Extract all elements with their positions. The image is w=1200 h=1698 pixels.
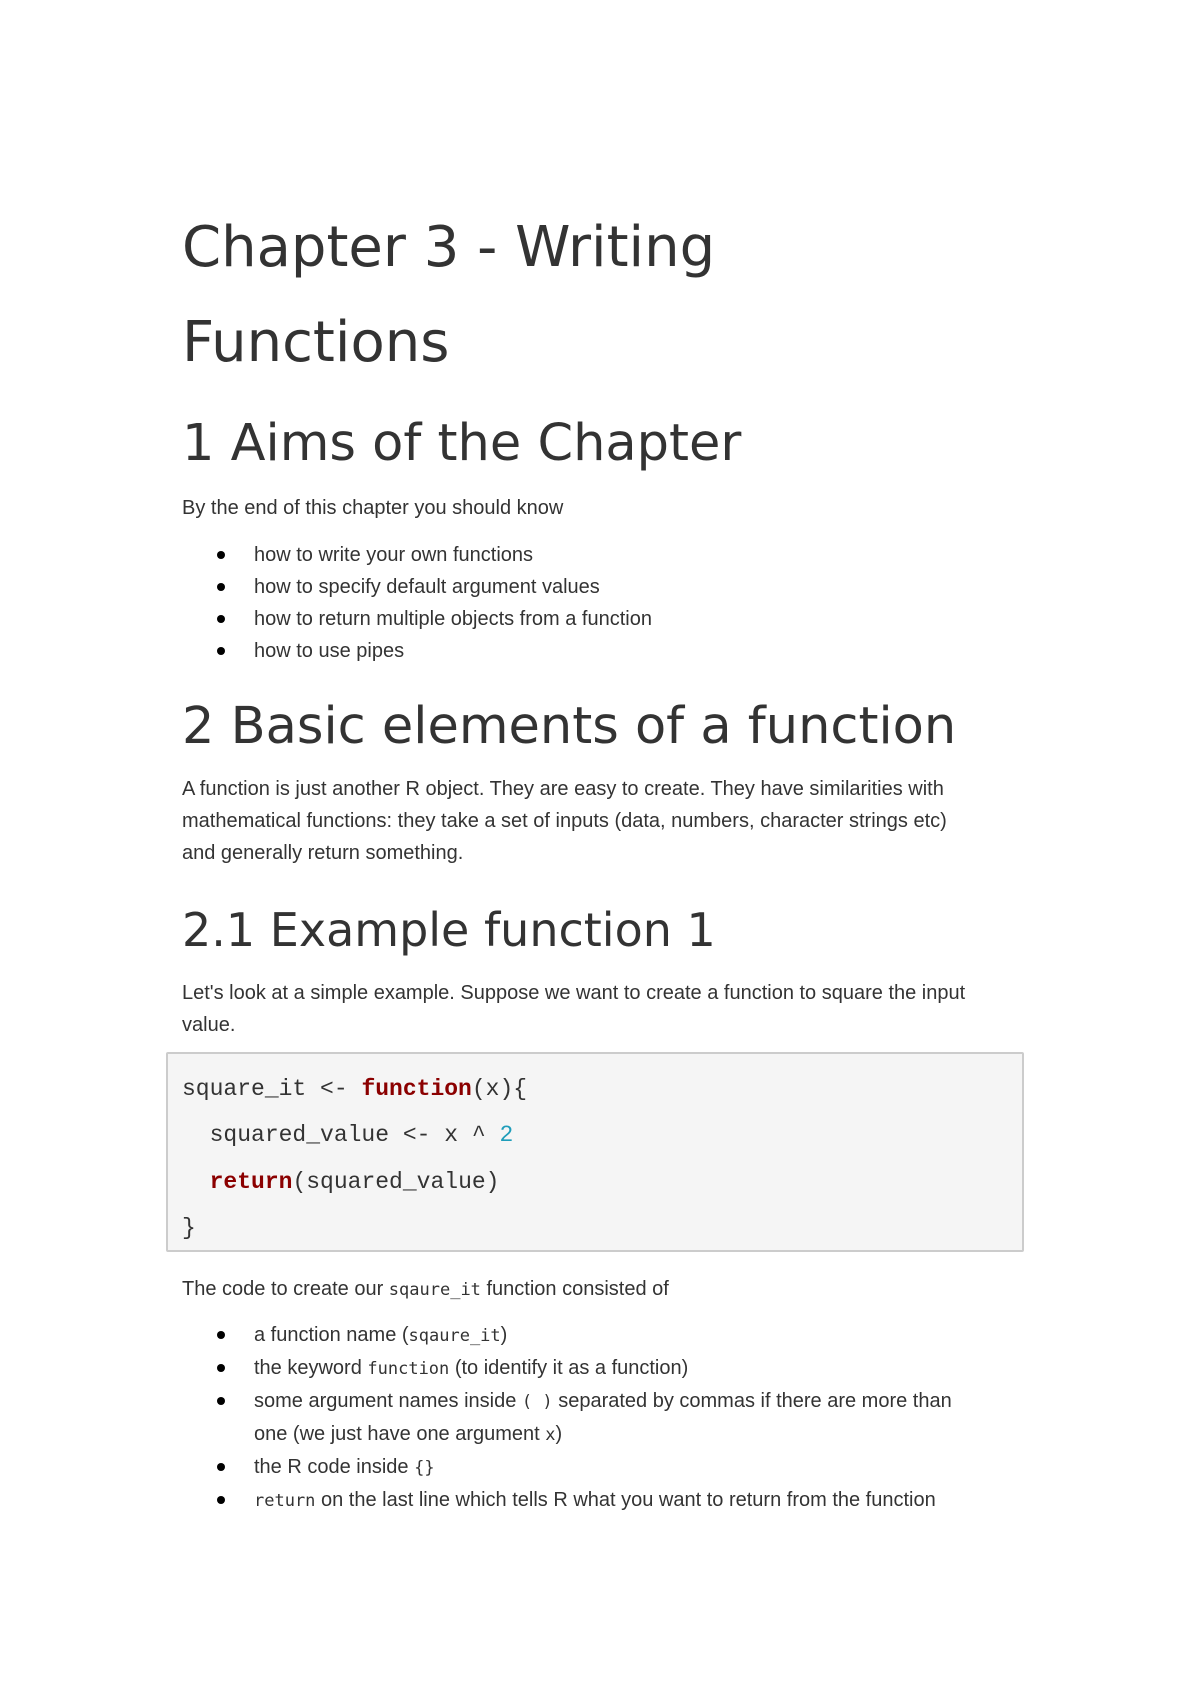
bullet-icon (217, 583, 225, 591)
inline-code: sqaure_it (408, 1326, 501, 1346)
bullet-icon (217, 1397, 225, 1405)
bullet-icon (217, 551, 225, 559)
list-item: how to write your own functions (254, 539, 1054, 571)
inline-code: return (254, 1491, 316, 1511)
bullet-icon (217, 647, 225, 655)
code-line-2: squared_value <- x ^ 2 (182, 1122, 514, 1148)
function-parts-list (182, 1319, 1054, 1517)
bullet-icon (217, 1331, 225, 1339)
section-heading-basic-elements: 2 Basic elements of a function (182, 697, 957, 756)
code-line-1: square_it <- function(x){ (182, 1076, 528, 1102)
code-line-3: return(squared_value) (209, 1169, 500, 1195)
inline-code: x (545, 1425, 556, 1445)
inline-code: ( ) (521, 1392, 553, 1412)
subsection-heading-example-1: 2.1 Example function 1 (182, 903, 716, 957)
code-block (166, 1052, 1024, 1252)
aims-intro: By the end of this chapter you should know (182, 497, 564, 519)
inline-code: function (367, 1359, 450, 1379)
bullet-icon (217, 615, 225, 623)
inline-code: sqaure_it (388, 1280, 481, 1300)
inline-code: {} (414, 1458, 435, 1478)
after-code-paragraph: The code to create our sqaure_it function consisted of (182, 1278, 669, 1300)
code-line-4: } (182, 1215, 196, 1241)
bullet-icon (217, 1496, 225, 1504)
chapter-title (182, 200, 715, 390)
list-item: how to return multiple objects from a function (254, 603, 1054, 635)
aims-list (182, 539, 1054, 667)
list-item: some argument names inside ( ) separated by commas if there are more than one (we just have one argument x) (254, 1385, 1054, 1451)
list-item: the R code inside {} (254, 1451, 1054, 1484)
list-item: return on the last line which tells R what you want to return from the function (254, 1484, 1054, 1517)
chapter-title-line2: Functions (182, 310, 450, 375)
basic-elements-paragraph: A function is just another R object. They are easy to create. They have similarities with mathematical functions: they take a set of inputs (data, numbers, character strings etc) and generally return something. (182, 778, 947, 864)
list-item: the keyword function (to identify it as a function) (254, 1352, 1054, 1385)
bullet-icon (217, 1364, 225, 1372)
example-1-paragraph: Let's look at a simple example. Suppose we want to create a function to square the input value. (182, 982, 966, 1036)
chapter-title-line1: Chapter 3 - Writing (182, 215, 716, 280)
list-item: how to specify default argument values (254, 571, 1054, 603)
list-item: how to use pipes (254, 635, 1054, 667)
section-heading-aims: 1 Aims of the Chapter (182, 414, 742, 473)
bullet-icon (217, 1463, 225, 1471)
list-item: a function name (sqaure_it) (254, 1319, 1054, 1352)
